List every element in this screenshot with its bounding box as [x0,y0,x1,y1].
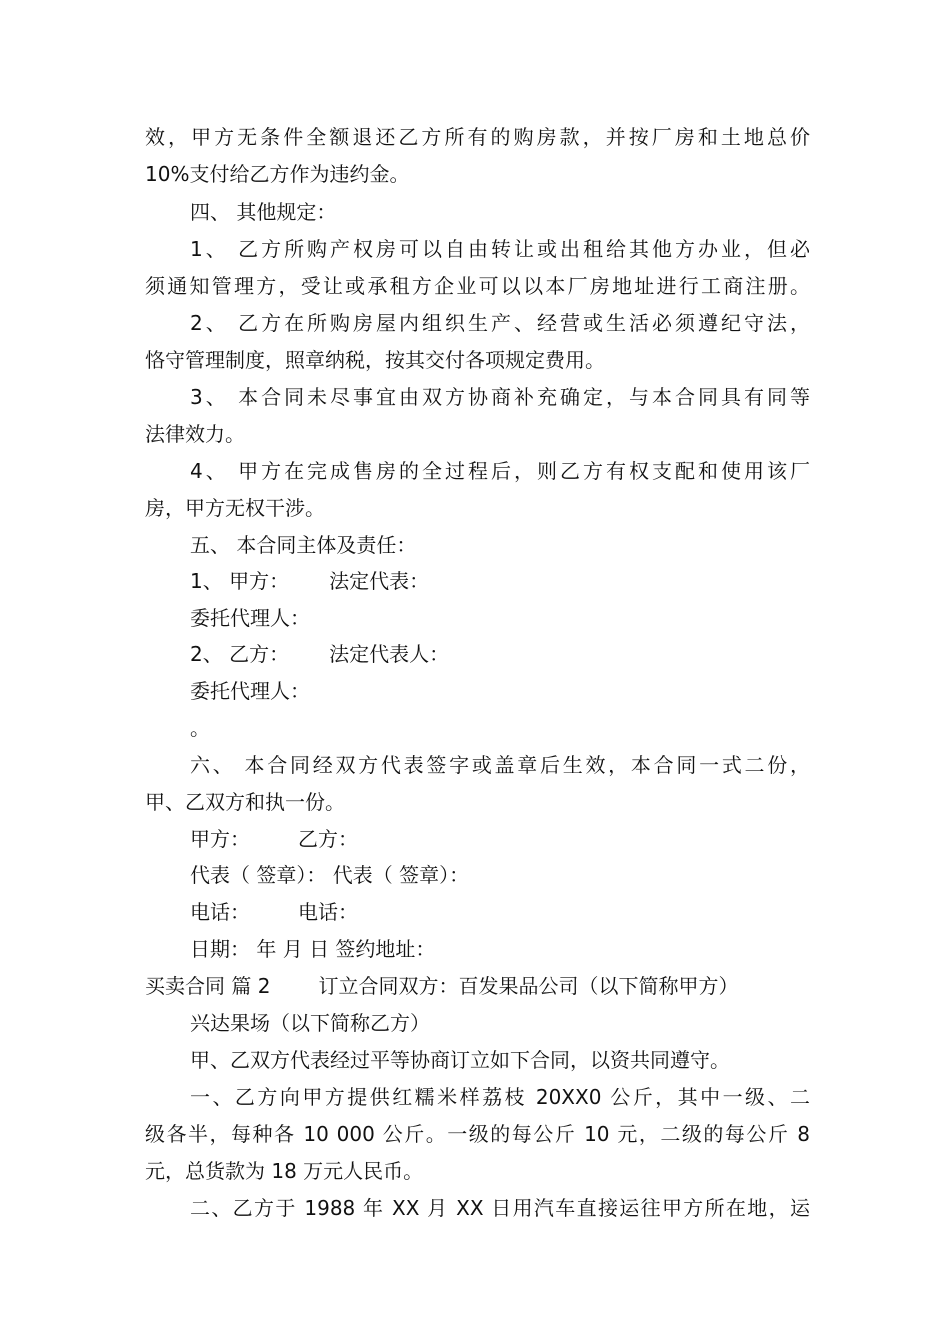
section-heading: 六、 本合同经双方代表签字或盖章后生效，本合同一式二份， [190,753,810,777]
text-line: 二、乙方于 1988 年 XX 月 XX 日用汽车直接运往甲方所在地，运 [190,1196,810,1220]
phone-a-label: 电话： [190,900,250,924]
text-line: 恪守管理制度，照章纳税，按其交付各项规定费用。 [145,348,605,372]
phone-line [190,899,810,925]
section-heading: 五、 本合同主体及责任： [190,533,417,557]
text-line: 3、 本合同未尽事宜由双方协商补充确定，与本合同具有同等 [190,385,810,409]
sign-b-label: 乙方： [298,827,358,851]
signature-line: 代表（ 签章）： 代表（ 签章）： [190,863,470,887]
date-line: 日期： 年 月 日 签约地址： [190,937,436,961]
text-line: 甲、乙双方代表经过平等协商订立如下合同，以资共同遵守。 [190,1048,730,1072]
text-line: 甲、乙双方和执一份。 [145,790,345,814]
text-line: 级各半，每种各 10 000 公斤。一级的每公斤 10 元，二级的每公斤 8 [145,1122,810,1146]
contract-2-title: 买卖合同 篇 2 [145,974,271,998]
text-line: 须通知管理方，受让或承租方企业可以以本厂房地址进行工商注册。 [145,274,810,298]
text-line: 4、 甲方在完成售房的全过程后，则乙方有权支配和使用该厂 [190,459,810,483]
phone-b-label: 电话： [298,900,358,924]
contract-2-parties: 订立合同双方：百发果品公司（以下简称甲方） [318,974,739,998]
signature-line [190,826,810,852]
text-line: 效，甲方无条件全额退还乙方所有的购房款，并按厂房和土地总价 [145,125,810,149]
section-heading: 四、 其他规定： [190,200,337,224]
contract-2-heading [145,973,810,999]
text-line: 1、 乙方所购产权房可以自由转让或出租给其他方办业，但必 [190,237,810,261]
party-b-rep-label: 法定代表人： [329,642,450,666]
sign-a-label: 甲方： [190,827,250,851]
text-line: 2、 乙方在所购房屋内组织生产、经营或生活必须遵纪守法， [190,311,810,335]
text-line: 。 [190,716,210,740]
party-a-rep-label: 法定代表： [329,569,430,593]
text-line: 委托代理人： [190,606,310,630]
text-line: 房，甲方无权干涉。 [145,496,325,520]
party-a-line [190,568,810,594]
text-line: 法律效力。 [145,422,245,446]
text-line: 兴达果场（以下简称乙方） [190,1011,430,1035]
party-b-label: 2、 乙方： [190,642,290,666]
party-a-label: 1、 甲方： [190,569,290,593]
text-line: 委托代理人： [190,679,310,703]
text-line: 元，总货款为 18 万元人民币。 [145,1159,424,1183]
text-line: 10%支付给乙方作为违约金。 [145,162,410,186]
party-b-line [190,641,810,667]
text-line: 一、乙方向甲方提供红糯米样荔枝 20XX0 公斤，其中一级、二 [190,1085,810,1109]
